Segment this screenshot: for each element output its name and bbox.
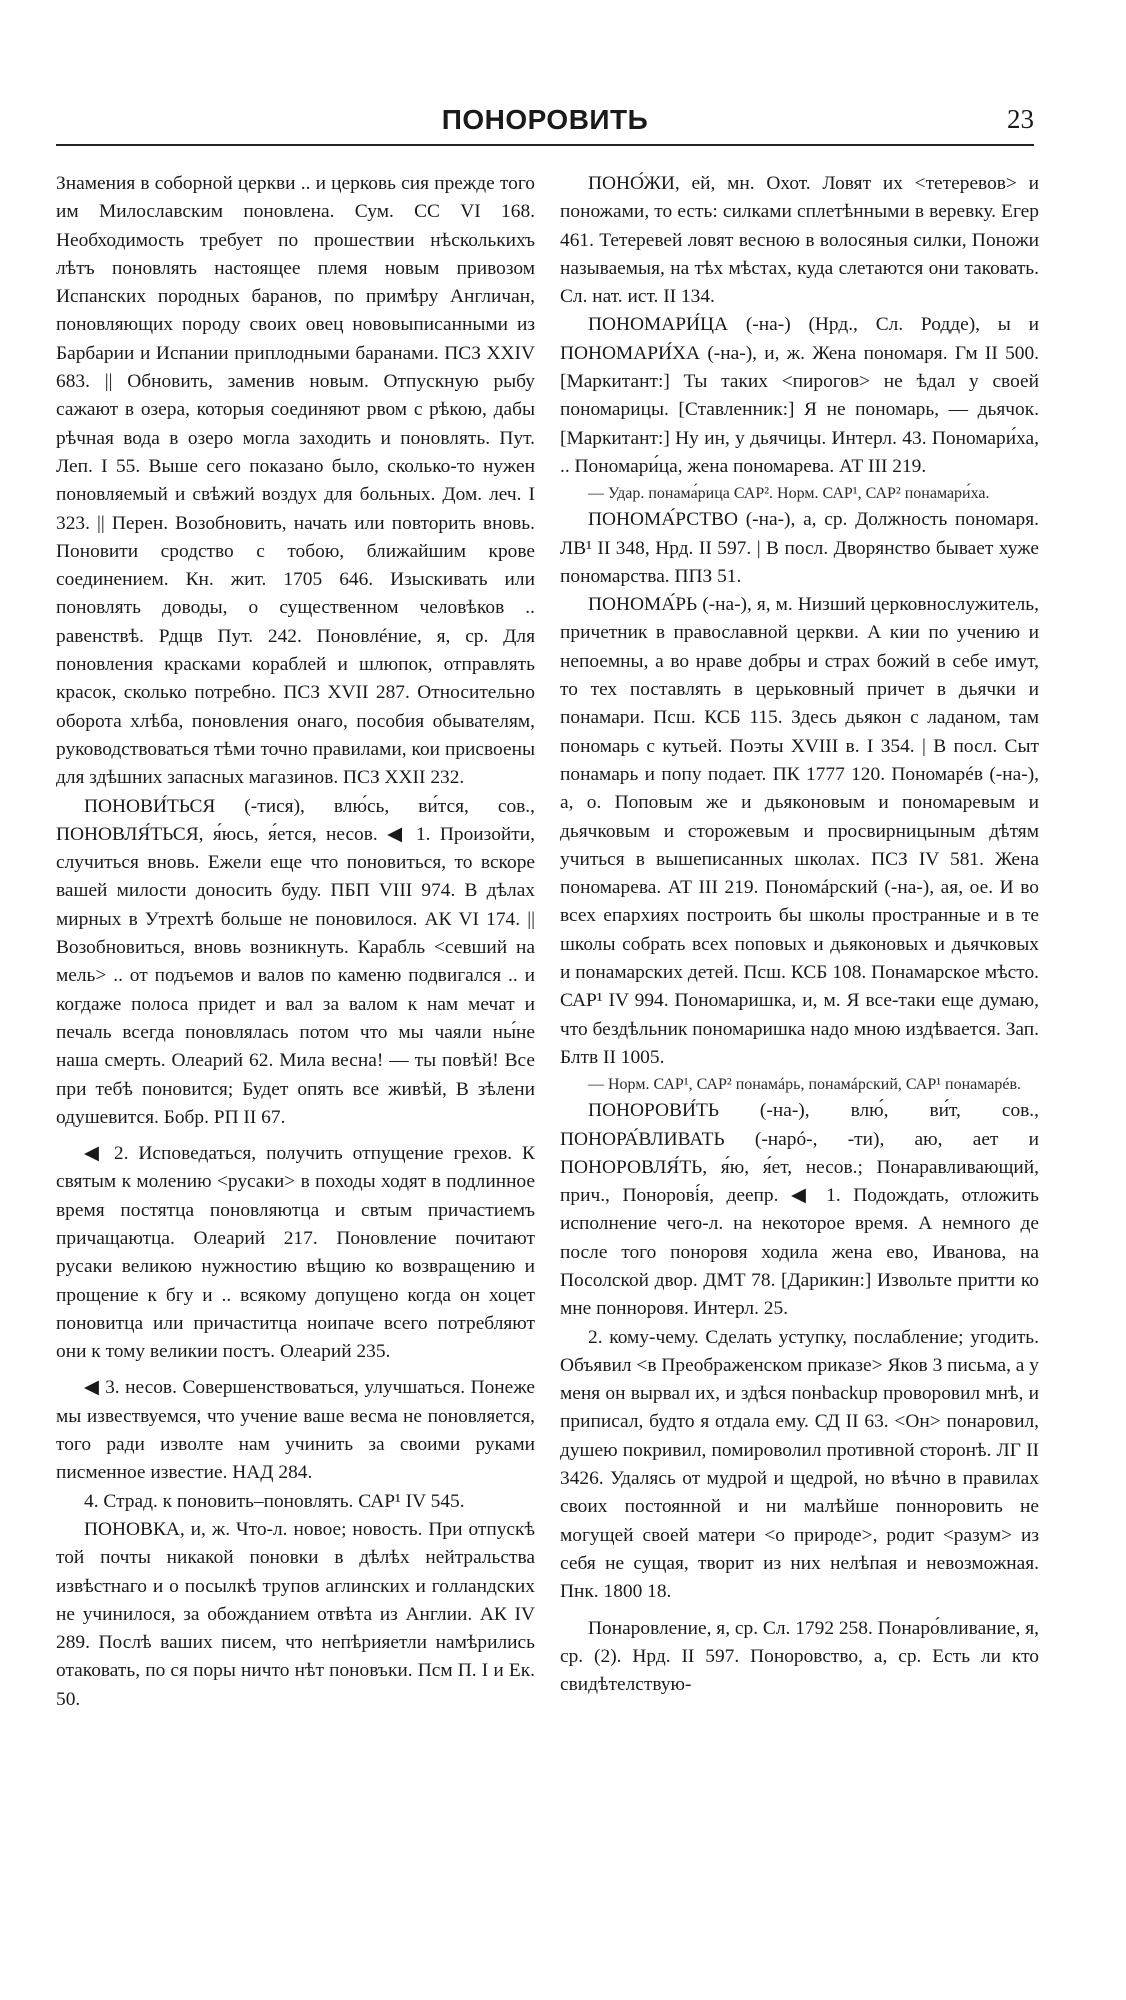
entry-paragraph: ПОНОВКА, и, ж. Что-л. новое; новость. При отпускѣ той почты никакой поновки в дѣлѣх нейтральства извѣстнаго и о посылкѣ трупов аглинских и голландских не учинилося, за обожданием отвѣта из Англии. АК IV 289. Послѣ ваших писем, что непѣрияетли намѣрились отаковать, по ся поры ничто нѣт поновъки. Псм П. I и Ек. 50. bbox=[56, 1518, 535, 1710]
right-column bbox=[560, 170, 1039, 1699]
entry-paragraph: 2. кому-чему. Сделать уступку, послабление; угодить. Объявил <в Преображенском приказе> Яков 3 письма, а у меня он вырвал их, и здѣся понbackup проворовил мнѣ, и приписал, будто я отдала ему. СД II 63. <Он> понаровил, душею покривил, помироволил противной сторонѣ. ЛГ II 3426. Удалясь от мудрой и щедрой, но вѣчно в правилах своих постоянной и ни малѣйше понноровить не могущей своей матери <о природе>, родит <разум> из себя не сущая, творит из них нелѣпая и невозможная. Пнк. 1800 18. bbox=[560, 1326, 1039, 1603]
usage-note: — Норм. САР¹, САР² понамáрь, понамáрский, САР¹ понамарéв. bbox=[588, 1076, 1022, 1094]
entry-paragraph: ПОНОМАРИ́ЦА (-на-) (Нрд., Сл. Родде), ы и ПОНОМАРИ́ХА (-на-), и, ж. Жена пономаря. Гм II 500. [Маркитант:] Ты таких <пирогов> не ѣдал у своей пономарицы. [Ставленник:] Я не пономарь, — дьячок. [Маркитант:] Ну ин, у дьячицы. Интерл. 43. Пономари́ха, .. Пономари́ца, жена пономарева. АТ III 219. bbox=[560, 314, 1039, 477]
page-number: 23 bbox=[1007, 104, 1034, 134]
page-header bbox=[56, 98, 1034, 146]
entry-paragraph: ПОНО́ЖИ, ей, мн. Охот. Ловят их <тетеревов> и поножами, то есть: силками сплетѣнными в веревку. Егер 461. Тетеревей ловят весною в волосяныя силки, Поножи называемыя, на тѣх мѣстах, куда слетаются они таковать. Сл. нат. ист. II 134. bbox=[560, 173, 1039, 308]
entry-paragraph: ◀ 2. Исповедаться, получить отпущение грехов. К святым к молению <русаки> в походы ходят в подлинное время постятца поновляютца и свтым причастиемъ причащаютца. Олеарий 217. Поновление почитают русаки великою нужностию вѣщию ко возвращению и прощение к бгу и .. всякому допущено когда он хоцет поновитца или причаститца ноипаче всего потребляют они к тому великии постъ. Олеарий 235. bbox=[56, 1143, 535, 1363]
entry-paragraph: ◀ 3. несов. Совершенствоваться, улучшаться. Понеже мы извествуемся, что учение ваше весма не поновляется, того ради изволте нам учинить за своими руками писменное известие. НАД 284. bbox=[56, 1377, 535, 1484]
entry-paragraph: ПОНОМА́РСТВО (-на-), а, ср. Должность пономаря. ЛВ¹ II 348, Нрд. II 597. | В посл. Дворянство бывает хуже пономарства. ППЗ 51. bbox=[560, 509, 1039, 587]
entry-paragraph: Понаровление, я, ср. Сл. 1792 258. Понаро́вливание, я, ср. (2). Нрд. II 597. Поноровство, а, ср. Есть ли кто свидѣтелствую- bbox=[560, 1617, 1039, 1696]
usage-note: — Удар. понама́рица САР². Норм. САР¹, САР² понамари́ха. bbox=[588, 485, 990, 503]
entry-paragraph: 4. Страд. к поновить–поновлять. САР¹ IV 545. bbox=[84, 1490, 465, 1512]
left-column bbox=[56, 170, 535, 1714]
entry-paragraph: Знамения в соборной церкви .. и церковь сия прежде того им Милославским поновлена. Сум. СС VI 168. Необходимость требует по прошествии нѣсколькихъ лѣтъ поновлять настоящее племя новым привозом Испанских породных баранов, по примѣру Англичан, поновляющих породу своих овец нововыписанными из Барбарии и Испании приплодными баранами. ПСЗ XXIV 683. || Обновить, заменив новым. Отпускную рыбу сажают в озера, которыя соединяют рвом с рѣкою, дабы рѣчная вода в озеро могла заходить и поновлять. Пут. Леп. I 55. Выше сего показано было, сколько-то нужен поновляемый и свѣжий воздух для больных. Дом. леч. I 323. || Перен. Возобновить, начать или повторить вновь. Поновити сродство с тобою, ближайшим крове соединением. Кн. жит. 1705 646. Изыскивать или поновлять доводы, о существенном человѣков .. равенствѣ. Рдщв Пут. 242. Поновлéние, я, ср. Для поновления красками кораблей и шлюпок, отправлять красок, сколько потребно. ПСЗ XVII 287. Относительно оборота хлѣба, поновления онаго, пособия обывателям, руководствоваться тѣми точно правилами, кои присвоены для здѣшних запасных магазинов. ПСЗ XXII 232. bbox=[56, 173, 535, 789]
entry-paragraph: ПОНОМА́РЬ (-на-), я, м. Низший церковнослужитель, причетник в православной церкви. А кии по учению и непоемны, а во нраве добры и страх божий в себе имут, то тех поставлять в церьковный причет в дьячки и понамари. Псш. КСБ 115. Здесь дьякон с ладаном, там пономарь с кутьей. Поэты XVIII в. I 354. | В посл. Сыт понамарь и попу подает. ПК 1777 120. Пономарéв (-на-), а, о. Поповым же и дьяконовым и пономаревым и дьячковым и сторожевым и просвирницыным дѣтям учиться в вышеписанных школах. ПСЗ IV 581. Жена пономарева. АТ III 219. Пономáрский (-на-), ая, ое. И во всех епархиях построить бы школы пространные и в те школы собрать всех поповых и дьяконовых и дьячковых и понамарских детей. Псш. КСБ 108. Понамарское мѣсто. САР¹ IV 994. Пономаришка, и, м. Я все-таки еще думаю, что бездѣльник пономаришка надо мною издѣвается. Зап. Блтв II 1005. bbox=[560, 594, 1039, 1068]
entry-paragraph: ПОНОВИ́ТЬСЯ (-тися), влю́сь, ви́тся, сов., ПОНОВЛЯ́ТЬСЯ, я́юсь, я́ется, несов. ◀ 1. Произойти, случиться вновь. Ежели еще что поновиться, то вскоре вашей милости доносить буду. ПБП VIII 974. В дѣлах мирных в Утрехтѣ больше не поновилося. АК VI 174. || Возобновиться, вновь возникнуть. Карабль <севший на мель> .. от подъемов и валов по каменю подвигался .. и когдаже полоса придет и вал за валом к нам мечат и печаль всегда поновлялась потом что мы чаяли ны́не наша смерть. Олеарий 62. Мила весна! — ты повѣй! Все при тебѣ поновится; Будет опять все живѣй, В зѣлени одушевится. Бобр. РП II 67. bbox=[56, 795, 535, 1128]
running-headword: ПОНОРОВИТЬ bbox=[441, 104, 649, 135]
entry-paragraph: ПОНОРОВИ́ТЬ (-на-), влю́, ви́т, сов., ПОНОРА́ВЛИВАТЬ (-нарó-, -ти), аю, ает и ПОНОРОВЛЯ́ТЬ, я́ю, я́ет, несов.; Понаравливающий, прич., Понорові́я, деепр. ◀ 1. Подождать, отложить исполнение чего-л. на некоторое время. А немного де после того поноровя ходила жена ево, Иванова, на Посолской двор. ДМТ 78. [Дарикин:] Извольте притти ко мне понноровя. Интерл. 25. bbox=[560, 1100, 1039, 1320]
